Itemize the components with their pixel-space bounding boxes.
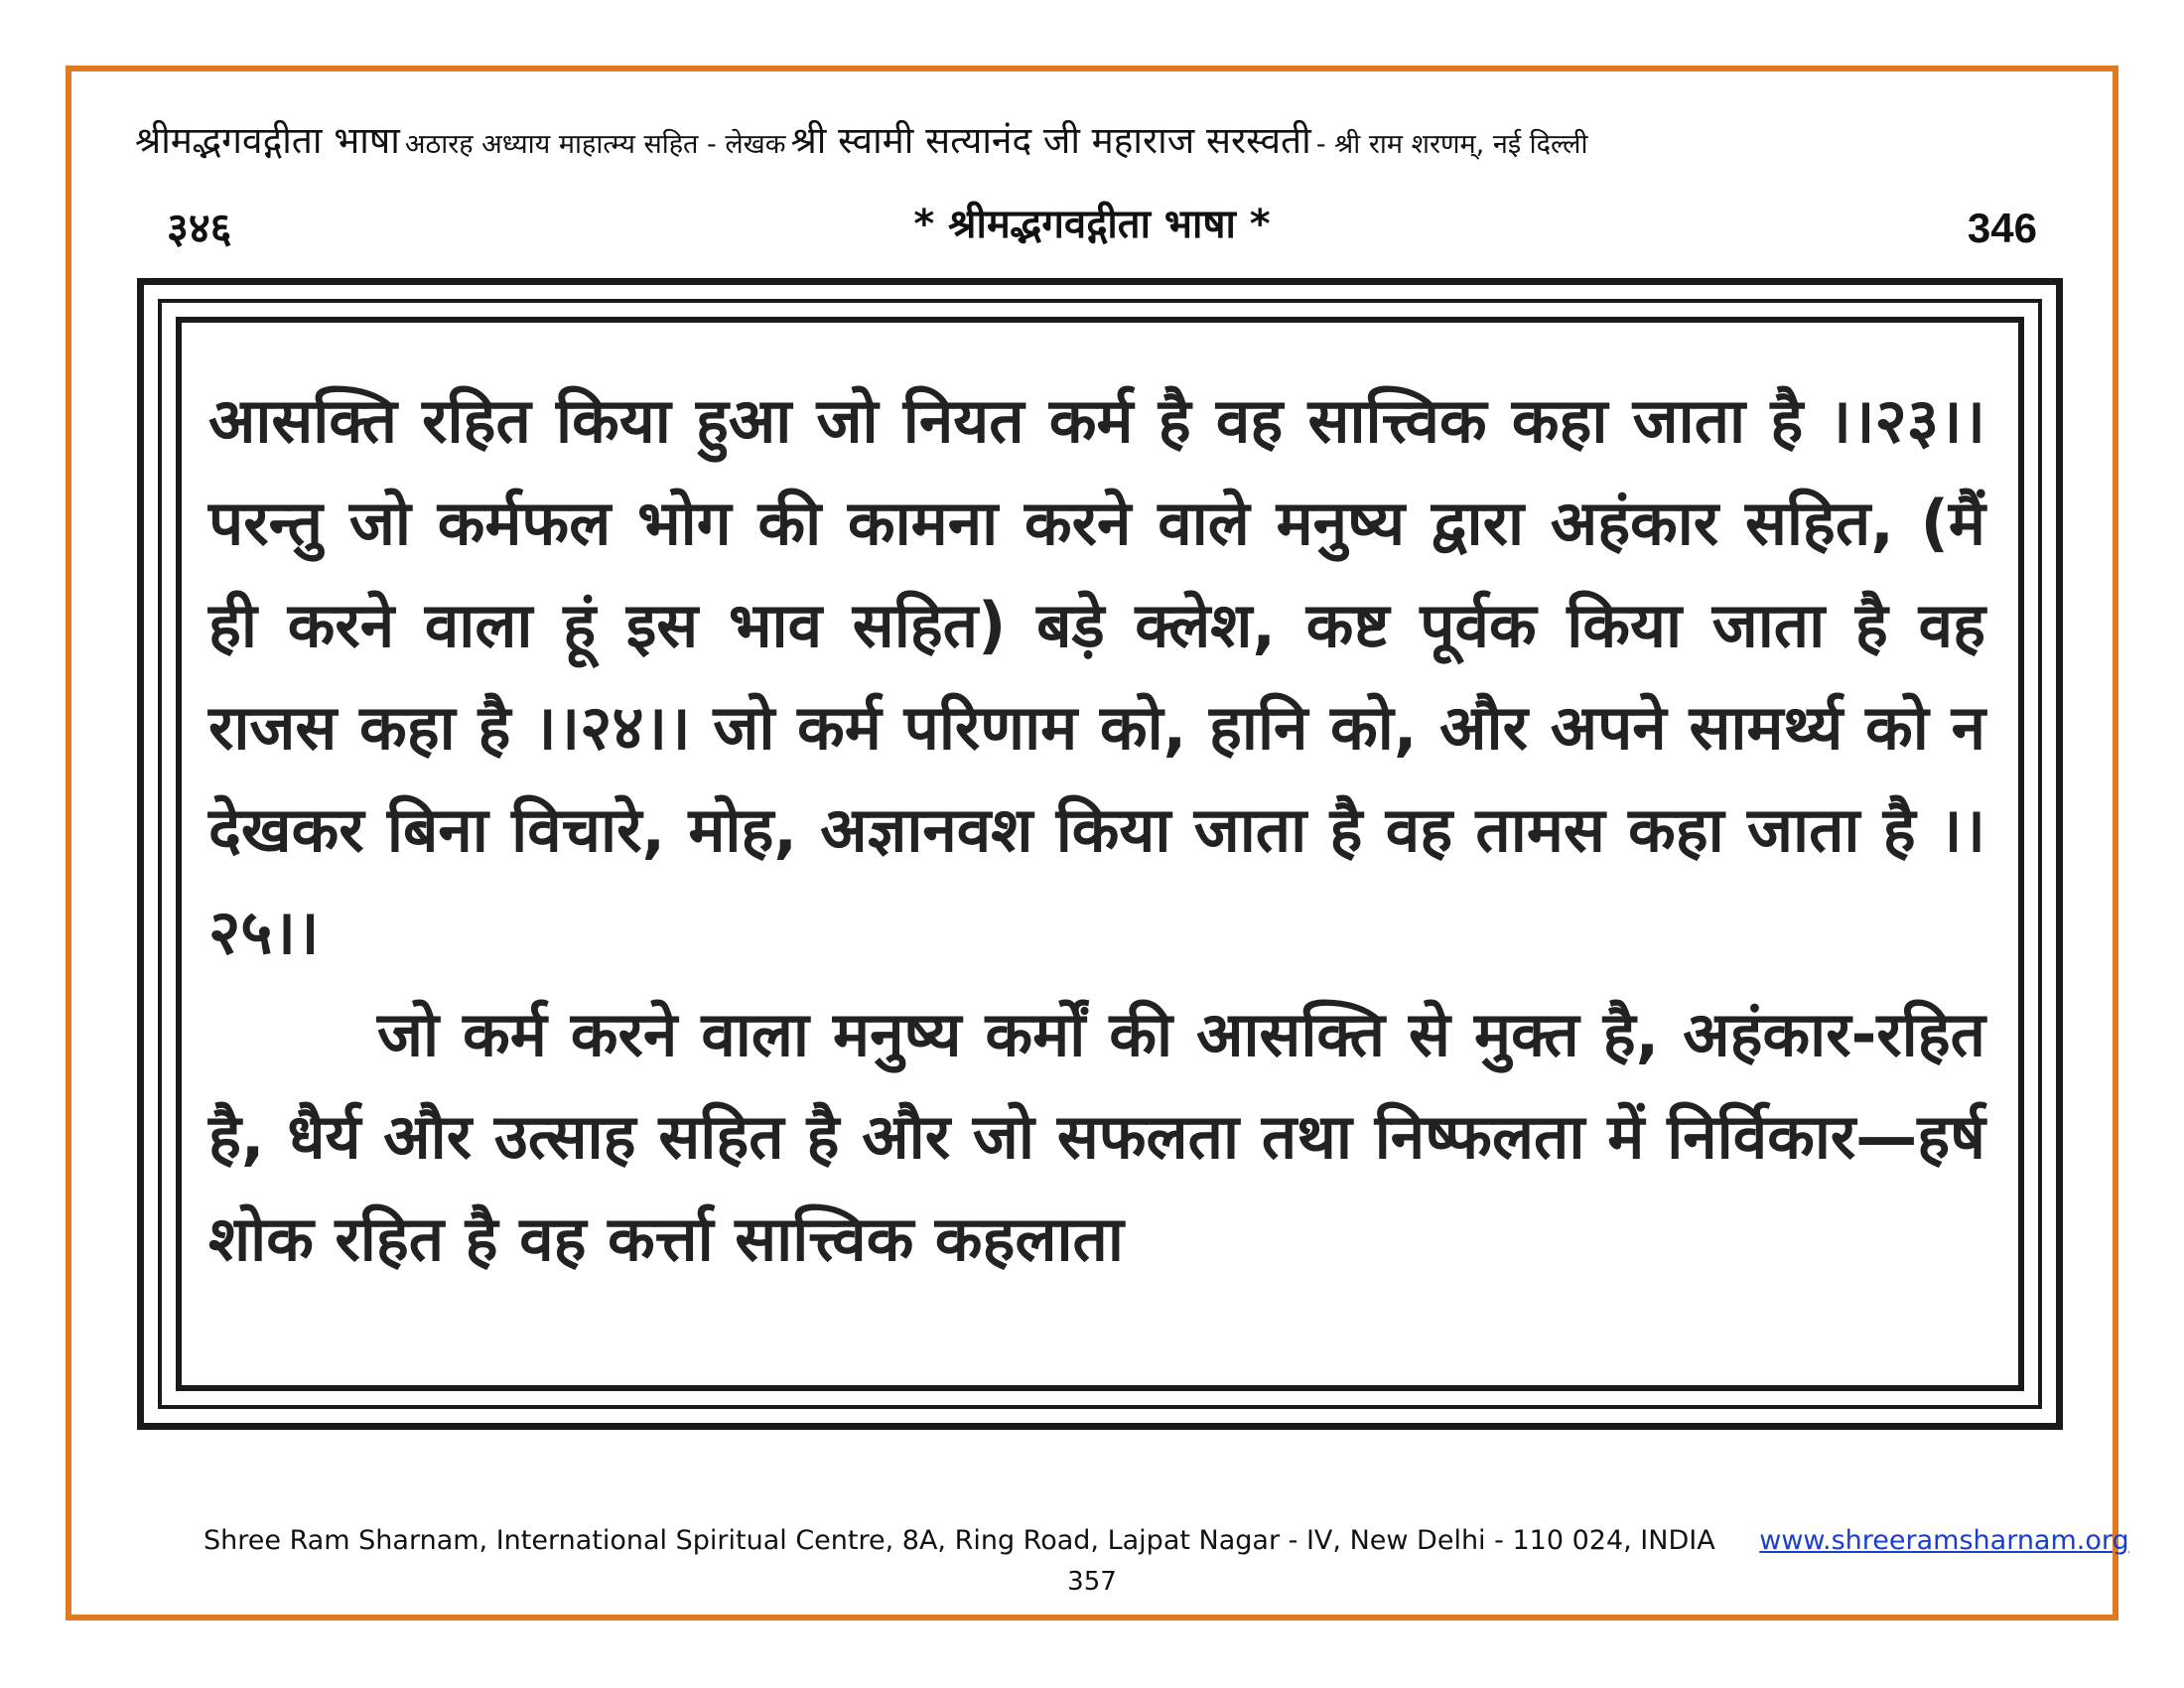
page-number-english: 346 [1967,205,2037,251]
footer-address: Shree Ram Sharnam, International Spiritual Centre, 8A, Ring Road, Lajpat Nagar - IV, New Delhi - 110 024, INDIA [204,1525,1715,1556]
header-subtitle: अठारह अध्याय माहात्म्य सहित - लेखक [404,129,786,160]
website-link[interactable]: www.shreeramsharnam.org [1759,1525,2129,1556]
paragraph-2: जो कर्म करने वाला मनुष्य कर्मों की आसक्ति से मुक्त है, अहंकार-रहित है, धैर्य और उत्साह सहित है और जो सफलता तथा निष्फलता में निर्विकार—हर्ष शोक रहित है वह कर्त्ता सात्त्विक कहलाता [208,998,1985,1275]
footer [204,1525,2129,1556]
header-publisher: - श्री राम शरणम्, नई दिल्ली [1315,129,1588,160]
page-header [135,113,2071,173]
page-number-hindi: ३४६ [167,204,232,252]
header-author: श्री स्वामी सत्यानंद जी महाराज सरस्वती [790,119,1311,162]
header-title: श्रीमद्भगवद्गीता भाषा [135,119,400,162]
book-title: * श्रीमद्भगवद्गीता भाषा * [913,202,1271,247]
verse-content [208,369,1985,1290]
paragraph-1: आसक्ति रहित किया हुआ जो नियत कर्म है वह सात्त्विक कहा जाता है ।।२३।। परन्तु जो कर्मफल भोग की कामना करने वाले मनुष्य द्वारा अहंकार सहित, (मैं ही करने वाला हूं इस भाव सहित) बड़े क्लेश, कष्ट पूर्वक किया जाता है वह राजस कहा है ।।२४।। जो कर्म परिणाम को, हानि को, और अपने सामर्थ्य को न देखकर बिना विचारे, मोह, अज्ञानवश किया जाता है वह तामस कहा जाता है ।।२५।। [208,384,1985,968]
footer-page-number: 357 [1067,1567,1117,1597]
